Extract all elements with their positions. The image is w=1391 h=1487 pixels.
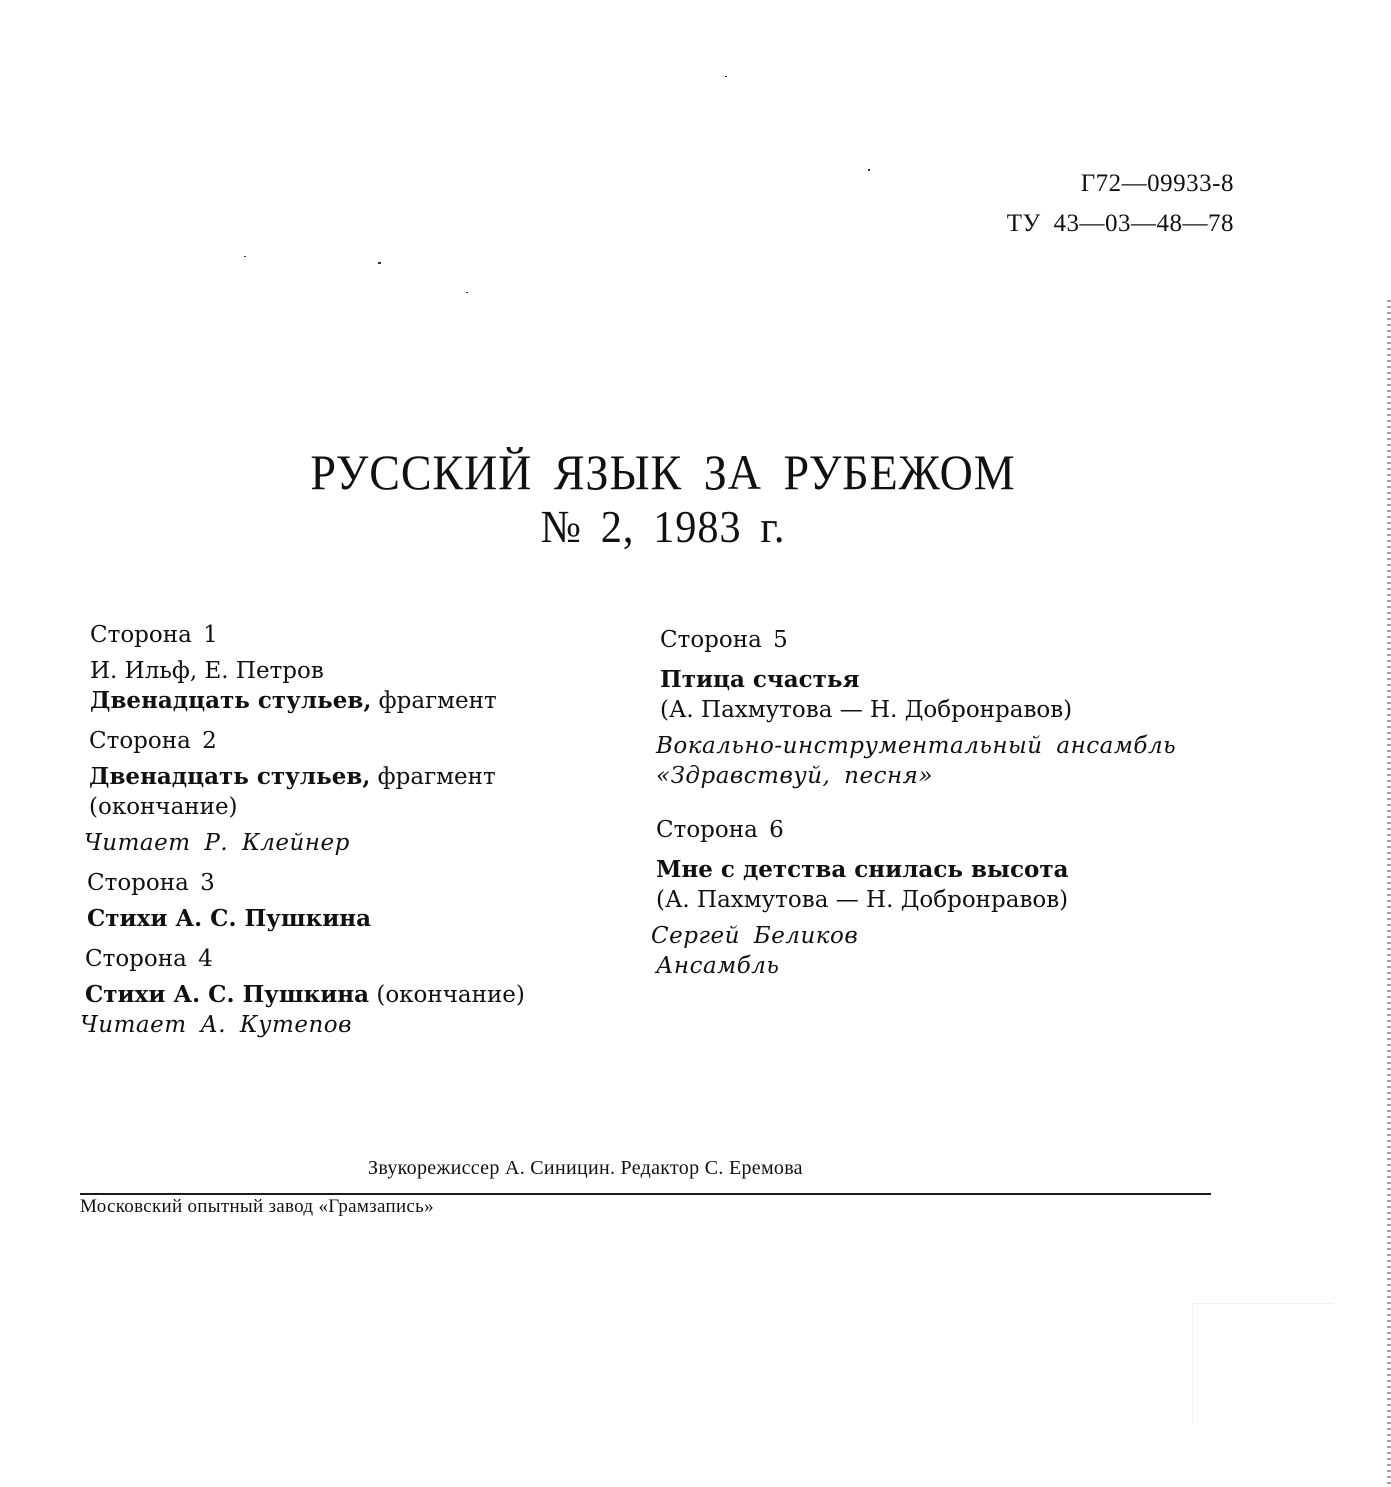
tracklist-right-column <box>651 625 1256 981</box>
side-performer: Читает А. Кутепов <box>80 1012 352 1038</box>
side-2 <box>84 726 610 858</box>
side-performer: Читает Р. Клейнер <box>84 830 350 856</box>
side-5 <box>656 625 1256 791</box>
work-title: Стихи А. С. Пушкина <box>87 905 372 932</box>
production-credits: Звукорежиссер А. Синицин. Редактор С. Еремова <box>368 1157 803 1179</box>
side-1 <box>90 620 610 716</box>
side-label: Сторона 4 <box>85 946 213 972</box>
faded-stamp-mark <box>1192 1303 1333 1424</box>
side-composers: (А. Пахмутова — Н. Добронравов) <box>660 697 1073 723</box>
work-note: фрагмент <box>370 764 496 790</box>
work-title: Мне с детства снилась высота <box>656 856 1069 883</box>
side-performer: Вокально-инструментальный ансамбль <box>656 733 1177 759</box>
technical-standard: ТУ 43—03—48—78 <box>1006 210 1234 237</box>
scan-speck <box>725 76 727 77</box>
side-4 <box>80 944 610 1040</box>
side-composers: (А. Пахмутова — Н. Добронравов) <box>656 887 1069 913</box>
scan-speck <box>378 262 381 264</box>
work-title: Птица счастья <box>660 666 860 693</box>
work-title: Двенадцать стульев, <box>89 763 371 790</box>
catalog-number: Г72—09933-8 <box>1080 170 1234 197</box>
tracklist-left-column <box>80 620 610 1040</box>
side-6 <box>651 815 1256 981</box>
work-title: Двенадцать стульев, <box>90 687 372 714</box>
work-note: фрагмент <box>371 688 497 714</box>
side-label: Сторона 3 <box>87 870 215 896</box>
scan-speck <box>244 256 246 257</box>
publisher-name: Московский опытный завод «Грамзапись» <box>80 1196 434 1217</box>
side-author: И. Ильф, Е. Петров <box>90 658 324 684</box>
scan-edge <box>1387 300 1391 1487</box>
album-issue: № 2, 1983 г. <box>540 501 786 552</box>
side-performer-ensemble: «Здравствуй, песня» <box>656 763 933 789</box>
work-note: (окончание) <box>369 982 525 1008</box>
side-3 <box>87 868 610 934</box>
side-label: Сторона 1 <box>90 622 218 648</box>
side-label: Сторона 5 <box>660 627 788 653</box>
album-title: РУССКИЙ ЯЗЫК ЗА РУБЕЖОМ <box>310 444 1016 500</box>
scan-speck <box>466 292 468 293</box>
work-continuation: (окончание) <box>89 794 238 820</box>
side-performer-ensemble: Ансамбль <box>656 953 780 979</box>
scan-speck <box>868 169 870 171</box>
side-work <box>89 762 610 792</box>
side-performer: Сергей Беликов <box>651 923 859 949</box>
side-label: Сторона 6 <box>656 817 784 843</box>
side-work <box>90 686 610 716</box>
side-work <box>85 980 610 1010</box>
side-label: Сторона 2 <box>89 728 217 754</box>
work-title: Стихи А. С. Пушкина <box>85 981 370 1008</box>
divider-rule <box>80 1193 1211 1195</box>
